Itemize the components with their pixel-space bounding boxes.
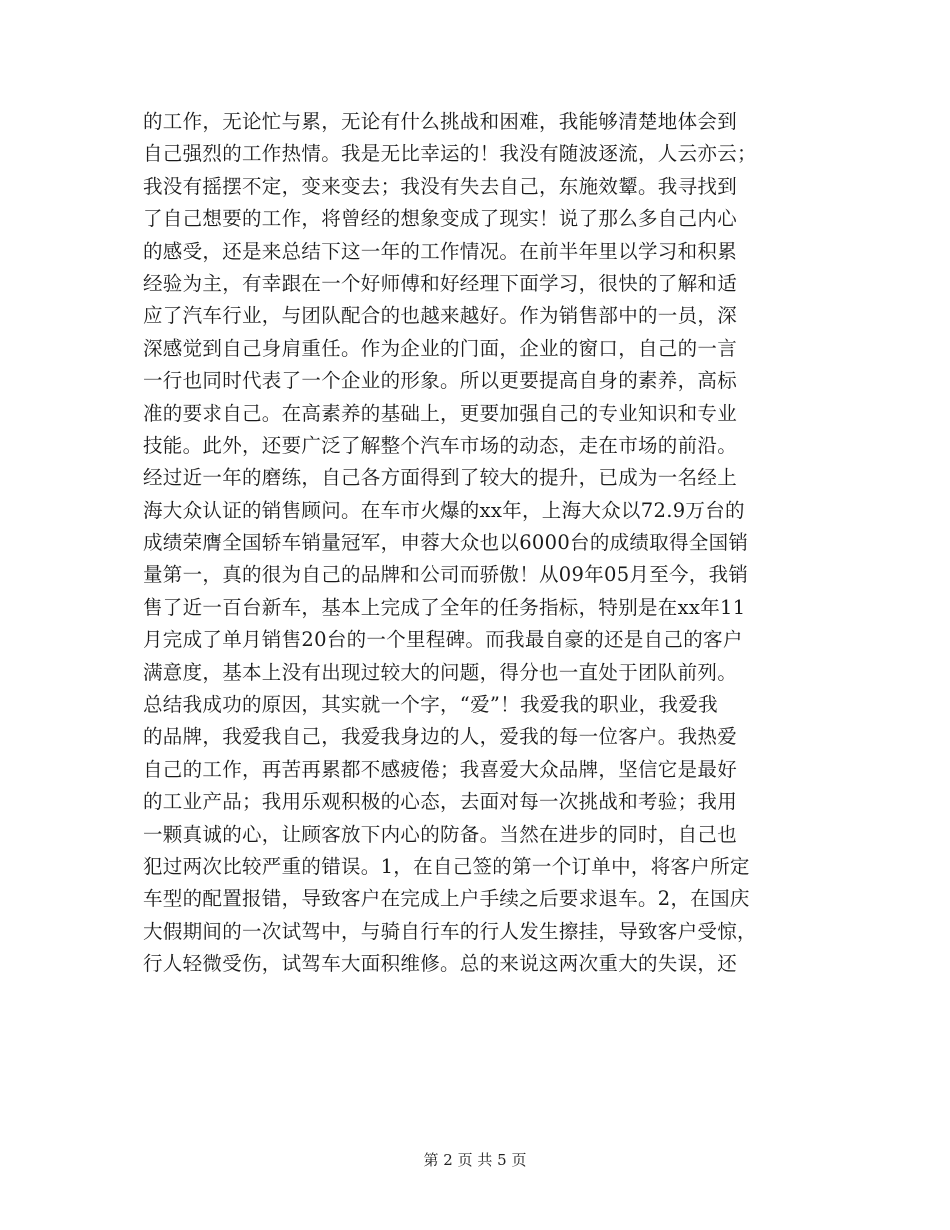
text-line: 大假期间的一次试驾中，与骑自行车的行人发生擦挂，导致客户受惊， bbox=[143, 919, 757, 943]
text-line: 一行也同时代表了一个企业的形象。所以更要提高自身的素养，高标 bbox=[143, 369, 738, 393]
text-line: 了自己想要的工作，将曾经的想象变成了现实！说了那么多自己内心 bbox=[143, 207, 738, 231]
text-line: 自己强烈的工作热情。我是无比幸运的！我没有随波逐流，人云亦云； bbox=[143, 142, 757, 166]
text-line: 售了近一百台新车，基本上完成了全年的任务指标，特别是在xx年11 bbox=[143, 595, 746, 619]
text-line: 量第一，真的很为自己的品牌和公司而骄傲！从09年05月至今，我销 bbox=[143, 563, 749, 587]
text-line: 的品牌，我爱我自己，我爱我身边的人，爱我的每一位客户。我热爱 bbox=[143, 725, 738, 749]
text-line: 犯过两次比较严重的错误。1，在自己签的第一个订单中，将客户所定 bbox=[143, 854, 750, 878]
text-line: 满意度，基本上没有出现过较大的问题，得分也一直处于团队前列。 bbox=[143, 660, 738, 684]
text-line: 我没有摇摆不定，变来变去；我没有失去自己，东施效颦。我寻找到 bbox=[143, 174, 738, 198]
page-footer bbox=[0, 1150, 950, 1170]
text-line: 自己的工作，再苦再累都不感疲倦；我喜爱大众品牌，坚信它是最好 bbox=[143, 757, 738, 781]
text-line: 一颗真诚的心，让顾客放下内心的防备。当然在进步的同时，自己也 bbox=[143, 822, 738, 846]
text-line: 经验为主，有幸跟在一个好师傅和好经理下面学习，很快的了解和适 bbox=[143, 271, 738, 295]
text-line: 经过近一年的磨练，自己各方面得到了较大的提升，已成为一名经上 bbox=[143, 466, 738, 490]
text-line: 月完成了单月销售20台的一个里程碑。而我最自豪的还是自己的客户 bbox=[143, 628, 743, 652]
text-line: 总结我成功的原因，其实就一个字，“爱”！我爱我的职业，我爱我 bbox=[143, 693, 718, 717]
text-line: 的工作，无论忙与累，无论有什么挑战和困难，我能够清楚地体会到 bbox=[143, 110, 738, 133]
body-text bbox=[143, 106, 823, 981]
text-line: 的感受，还是来总结下这一年的工作情况。在前半年里以学习和积累 bbox=[143, 239, 738, 263]
text-line: 成绩荣膺全国轿车销量冠军，申蓉大众也以6000台的成绩取得全国销 bbox=[143, 531, 749, 555]
text-line: 车型的配置报错，导致客户在完成上户手续之后要求退车。2，在国庆 bbox=[143, 887, 750, 911]
text-line: 应了汽车行业，与团队配合的也越来越好。作为销售部中的一员，深 bbox=[143, 304, 738, 328]
text-line: 的工业产品；我用乐观积极的心态，去面对每一次挑战和考验；我用 bbox=[143, 790, 738, 814]
text-line: 准的要求自己。在高素养的基础上，更要加强自己的专业知识和专业 bbox=[143, 401, 738, 425]
text-line: 深感觉到自己身肩重任。作为企业的门面，企业的窗口，自己的一言 bbox=[143, 336, 738, 360]
text-line: 行人轻微受伤，试驾车大面积维修。总的来说这两次重大的失误，还 bbox=[143, 952, 738, 976]
text-line: 技能。此外，还要广泛了解整个汽车市场的动态，走在市场的前沿。 bbox=[143, 433, 738, 457]
page-number: 第 2 页 共 5 页 bbox=[423, 1151, 527, 1169]
text-line: 海大众认证的销售顾问。在车市火爆的xx年，上海大众以72.9万台的 bbox=[143, 498, 745, 522]
